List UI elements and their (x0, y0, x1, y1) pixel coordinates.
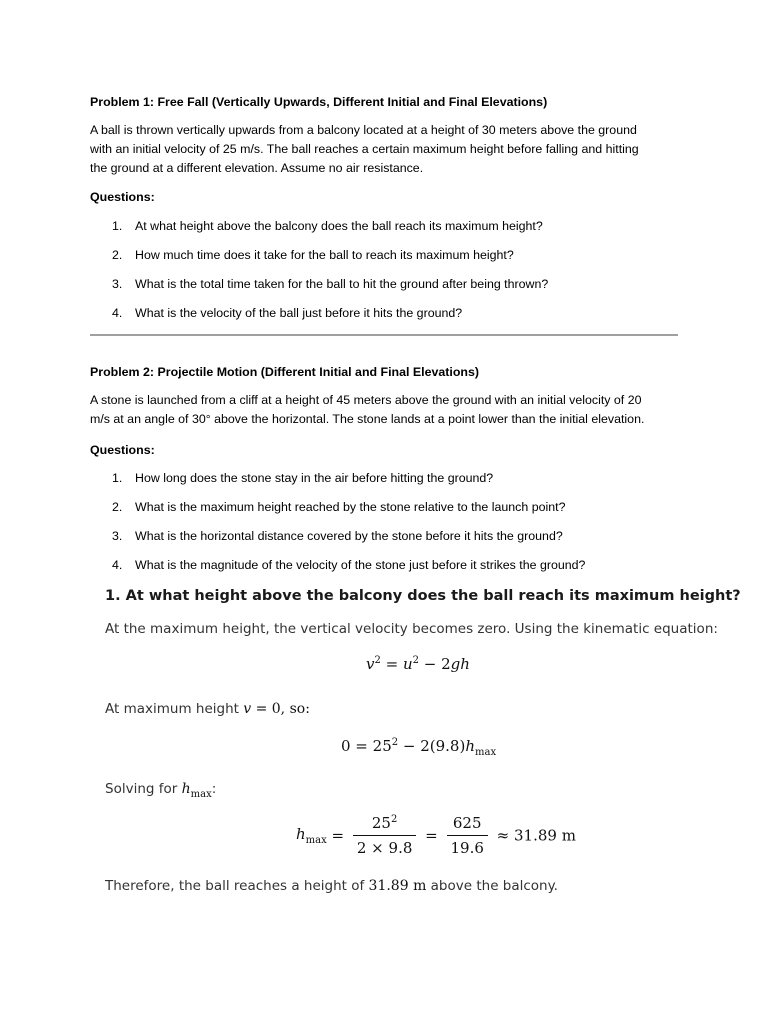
math-var: h (460, 655, 470, 673)
at-max-height-text (105, 701, 705, 717)
question-text: What is the magnitude of the velocity of the stone just before it strikes the ground? (135, 558, 586, 572)
question-text: At what height above the balcony does the ball reach its maximum height? (135, 219, 543, 233)
math-operator: = (420, 826, 443, 845)
question-text: What is the horizontal distance covered by the stone before it hits the ground? (135, 529, 563, 543)
math-subscript: max (190, 788, 212, 800)
kinematic-equation (366, 655, 470, 673)
problem1-paragraph-line: the ground at a different elevation. Assume no air resistance. (90, 161, 424, 175)
math-operator: = (380, 655, 403, 673)
fraction (353, 814, 417, 857)
math-text: 0 = 25 (341, 737, 392, 755)
fraction-numerator: 25 (371, 814, 391, 832)
solution-conclusion (105, 878, 705, 894)
problem1-paragraph (90, 121, 680, 178)
text-segment: = 0, so: (251, 701, 310, 717)
question-number: 4. (112, 558, 123, 572)
question-number: 2. (112, 248, 123, 262)
solution-heading: 1. At what height above the balcony does the ball reach its maximum height? (105, 588, 741, 604)
question-number: 4. (112, 306, 123, 320)
math-subscript: max (305, 835, 327, 846)
math-exponent: 2 (391, 737, 399, 748)
fraction-denominator: 2 × 9.8 (356, 839, 413, 857)
problem2-questions-label: Questions: (90, 443, 155, 457)
text-segment: Solving for (105, 781, 182, 797)
question-number: 3. (112, 529, 123, 543)
math-exponent: 2 (412, 655, 420, 666)
math-exponent: 2 (390, 814, 398, 825)
result-value: 31.89 m (368, 878, 427, 894)
fraction (447, 814, 488, 857)
question-text: What is the maximum height reached by the stone relative to the launch point? (135, 500, 566, 514)
math-operator: − 2 (419, 655, 451, 673)
math-operator: = (326, 826, 349, 845)
text-segment: above the balcony. (426, 878, 558, 894)
problem1-questions-label: Questions: (90, 190, 155, 204)
math-var: h (296, 825, 306, 843)
hmax-fraction-equation (296, 814, 576, 857)
math-exponent: 2 (374, 655, 381, 666)
math-var: g (450, 655, 461, 673)
problem2-paragraph-line: m/s at an angle of 30° above the horizontal. The stone lands at a point lower than the initial elevation. (90, 412, 645, 426)
problem2-paragraph-line: A stone is launched from a cliff at a height of 45 meters above the ground with an initial velocity of 20 (90, 393, 642, 407)
problem1-title: Problem 1: Free Fall (Vertically Upwards, Different Initial and Final Elevations) (90, 95, 548, 109)
fraction-numerator: 625 (447, 814, 488, 836)
question-text: What is the velocity of the ball just before it hits the ground? (135, 306, 463, 320)
math-var: h (465, 737, 476, 755)
text-segment: : (211, 781, 217, 797)
question-number: 3. (112, 277, 123, 291)
math-text: − 2(9.8) (398, 737, 466, 755)
solution-intro: At the maximum height, the vertical velocity becomes zero. Using the kinematic equation: (105, 621, 718, 637)
fraction-denominator: 19.6 (450, 839, 484, 857)
text-segment: At maximum height (105, 701, 244, 717)
section-divider (90, 334, 678, 336)
question-text: How long does the stone stay in the air before hitting the ground? (135, 471, 494, 485)
question-number: 1. (112, 471, 123, 485)
problem1-paragraph-line: with an initial velocity of 25 m/s. The ball reaches a certain maximum height before falling and hitting (90, 142, 639, 156)
math-var: v (243, 701, 252, 717)
problem2-title: Problem 2: Projectile Motion (Different Initial and Final Elevations) (90, 365, 479, 379)
math-subscript: max (475, 747, 497, 758)
solving-for-text (105, 781, 705, 800)
math-var: u (402, 655, 413, 673)
question-number: 2. (112, 500, 123, 514)
math-var: v (366, 655, 375, 673)
question-text: What is the total time taken for the ball to hit the ground after being thrown? (135, 277, 549, 291)
problem1-paragraph-line: A ball is thrown vertically upwards from a balcony located at a height of 30 meters above the ground (90, 123, 637, 137)
question-text: How much time does it take for the ball to reach its maximum height? (135, 248, 514, 262)
substituted-equation (341, 737, 496, 758)
text-segment: Therefore, the ball reaches a height of (105, 878, 369, 894)
math-var: h (181, 781, 191, 797)
math-result: ≈ 31.89 m (491, 826, 576, 845)
question-number: 1. (112, 219, 123, 233)
problem2-paragraph (90, 391, 680, 429)
